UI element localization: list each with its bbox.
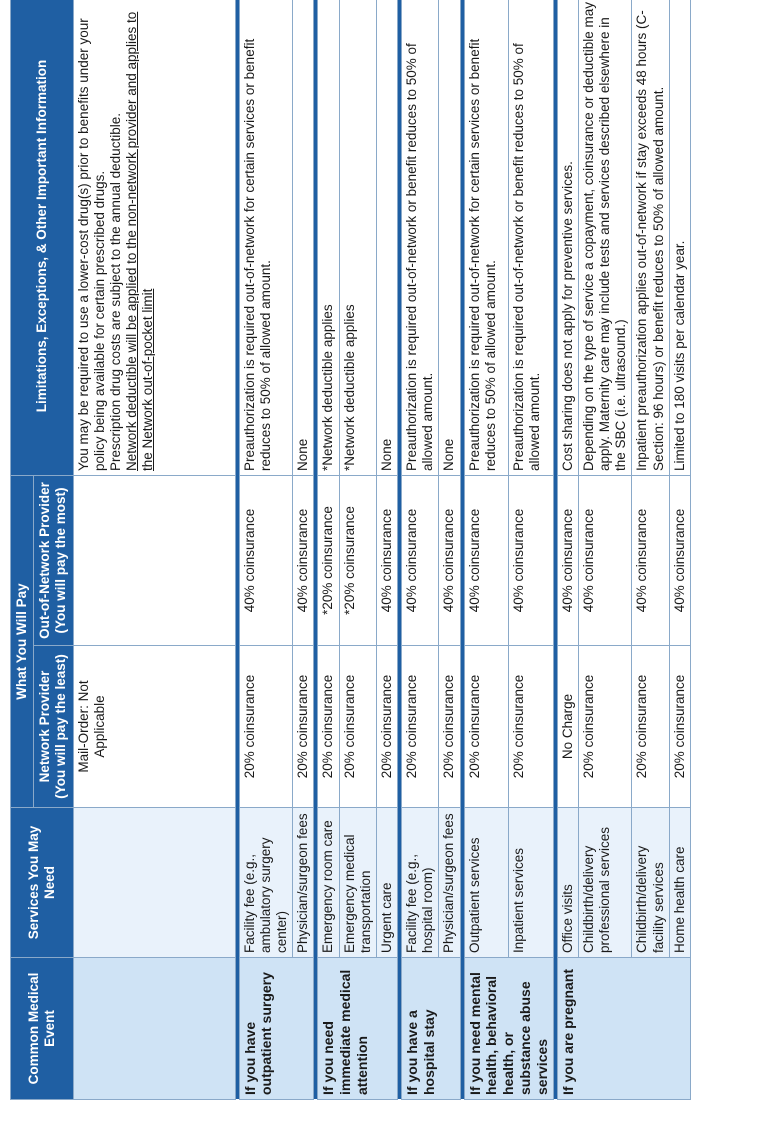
table-row xyxy=(578,0,632,1100)
oon-cell: 40% coinsurance xyxy=(376,476,397,646)
table-row xyxy=(239,0,293,1100)
network-cell: 20% coinsurance xyxy=(509,646,554,808)
service-cell: Physician/surgeon fees xyxy=(439,808,460,958)
service-cell: Emergency medical transportation xyxy=(339,808,376,958)
oon-cell: 40% coinsurance xyxy=(557,476,578,646)
network-cell: 20% coinsurance xyxy=(669,646,690,808)
oon-cell: 40% coinsurance xyxy=(464,476,508,646)
oon-cell: 40% coinsurance xyxy=(509,476,554,646)
rotated-page xyxy=(10,0,773,1100)
limits-cell: Depending on the type of service a copayment, coinsurance or deductible may apply. Maternity care may include tests and services described elsewhere in the SBC (i.e. ultrasound.) xyxy=(578,0,632,476)
network-cell: 20% coinsurance xyxy=(293,646,314,808)
limits-cell xyxy=(73,0,235,476)
table-row xyxy=(293,0,314,1100)
header-network: Network Provider (You will pay the least) xyxy=(34,646,73,808)
service-cell xyxy=(73,808,235,958)
service-cell: Childbirth/delivery professional services xyxy=(578,808,632,958)
table-row xyxy=(439,0,460,1100)
limits-cell: None xyxy=(293,0,314,476)
oon-cell: 40% coinsurance xyxy=(669,476,690,646)
oon-cell: 40% coinsurance xyxy=(439,476,460,646)
limits-cell: Inpatient preauthorization applies out-of-network if stay exceeds 48 hours (C-Section: 96 hours) or benefit reduces to 50% of allowed amount. xyxy=(632,0,669,476)
header-out-of-network: Out-of-Network Provider (You will pay the most) xyxy=(34,476,73,646)
service-cell: Outpatient services xyxy=(464,808,508,958)
table-row xyxy=(318,0,339,1100)
service-cell: Childbirth/delivery facility services xyxy=(632,808,669,958)
service-cell: Physician/surgeon fees xyxy=(293,808,314,958)
oon-cell xyxy=(73,476,235,646)
limits-line: Prescription drug costs are subject to the annual deductible. xyxy=(107,113,123,471)
oon-cell: 40% coinsurance xyxy=(578,476,632,646)
event-cell xyxy=(73,958,235,1100)
header-limitations: Limitations, Exceptions, & Other Important Information xyxy=(11,0,74,476)
table-row xyxy=(402,0,439,1100)
service-cell: Facility fee (e.g., ambulatory surgery center) xyxy=(239,808,293,958)
limits-cell: Preauthorization is required out-of-network for certain services or benefit reduces to 50% of allowed amount. xyxy=(464,0,508,476)
service-cell: Facility fee (e.g., hospital room) xyxy=(402,808,439,958)
oon-cell: 40% coinsurance xyxy=(402,476,439,646)
header-services: Services You May Need xyxy=(11,808,74,958)
event-cell: If you need immediate medical attention xyxy=(318,958,398,1100)
table-row xyxy=(509,0,554,1100)
event-cell: If you are pregnant xyxy=(557,958,690,1100)
limits-cell: Preauthorization is required out-of-network or benefit reduces to 50% of allowed amount. xyxy=(509,0,554,476)
limits-cell: *Network deductible applies xyxy=(318,0,339,476)
header-event: Common Medical Event xyxy=(11,958,74,1100)
coverage-table xyxy=(10,0,691,1100)
service-cell: Inpatient services xyxy=(509,808,554,958)
limits-cell: Preauthorization is required out-of-network or benefit reduces to 50% of allowed amount. xyxy=(402,0,439,476)
network-cell: 20% coinsurance xyxy=(439,646,460,808)
table-row xyxy=(464,0,508,1100)
network-cell: 20% coinsurance xyxy=(239,646,293,808)
oon-cell: 40% coinsurance xyxy=(239,476,293,646)
limits-cell: None xyxy=(439,0,460,476)
oon-cell: *20% coinsurance xyxy=(318,476,339,646)
network-cell: 20% coinsurance xyxy=(402,646,439,808)
network-cell: 20% coinsurance xyxy=(632,646,669,808)
service-cell: Emergency room care xyxy=(318,808,339,958)
limits-cell: Preauthorization is required out-of-network for certain services or benefit reduces to 50% of allowed amount. xyxy=(239,0,293,476)
header-what-you-will-pay: What You Will Pay xyxy=(11,476,34,808)
table-row xyxy=(669,0,690,1100)
event-cell: If you have outpatient surgery xyxy=(239,958,314,1100)
network-cell: Mail-Order: Not Applicable xyxy=(73,646,235,808)
limits-cell: *Network deductible applies xyxy=(339,0,376,476)
service-cell: Office visits xyxy=(557,808,578,958)
network-cell: 20% coinsurance xyxy=(339,646,376,808)
limits-line: Network deductible will be applied to the non-network provider and applies to the Network out-of-pocket limit xyxy=(124,11,156,471)
table-row xyxy=(632,0,669,1100)
limits-cell: Limited to 180 visits per calendar year. xyxy=(669,0,690,476)
network-cell: 20% coinsurance xyxy=(376,646,397,808)
limits-cell: None xyxy=(376,0,397,476)
event-cell: If you need mental health, behavioral health, or substance abuse services xyxy=(464,958,553,1100)
limits-line: You may be required to use a lower-cost drug(s) prior to benefits under your policy being available for certain prescribed drugs. xyxy=(75,18,107,471)
network-cell: 20% coinsurance xyxy=(464,646,508,808)
table-row xyxy=(557,0,578,1100)
network-cell: 20% coinsurance xyxy=(318,646,339,808)
network-cell: 20% coinsurance xyxy=(578,646,632,808)
table-row xyxy=(339,0,376,1100)
network-cell: No Charge xyxy=(557,646,578,808)
oon-cell: 40% coinsurance xyxy=(293,476,314,646)
oon-cell: 40% coinsurance xyxy=(632,476,669,646)
table-row xyxy=(376,0,397,1100)
service-cell: Urgent care xyxy=(376,808,397,958)
event-cell: If you have a hospital stay xyxy=(402,958,461,1100)
limits-cell: Cost sharing does not apply for preventive services. xyxy=(557,0,578,476)
oon-cell: *20% coinsurance xyxy=(339,476,376,646)
service-cell: Home health care xyxy=(669,808,690,958)
table-row xyxy=(73,0,235,1100)
